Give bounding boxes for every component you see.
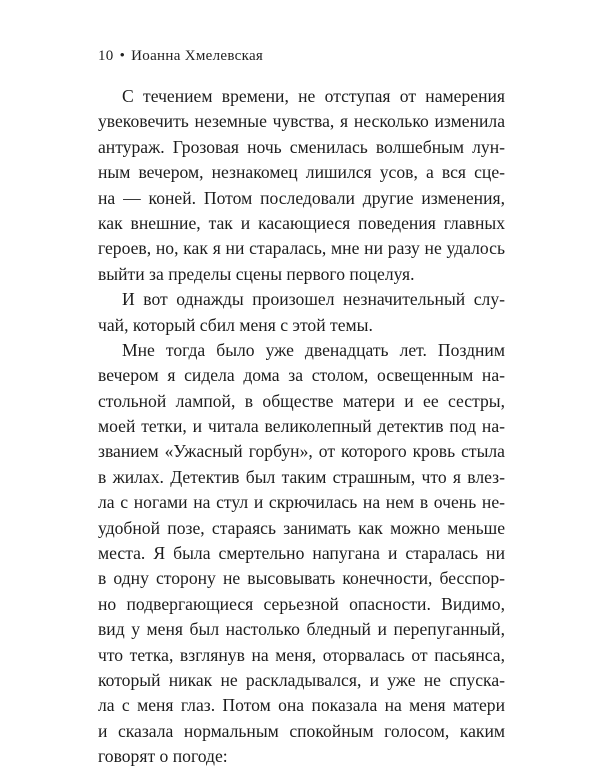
text-line: ла с ногами на стул и скрючилась на нем в очень не-: [98, 492, 505, 513]
text-line: Мне тогда было уже двенадцать лет. Поздним: [122, 339, 505, 360]
text-line: чай, который сбил меня с этой темы.: [98, 314, 373, 335]
text-line: званием «Ужасный горбун», от которого кровь стыла: [98, 441, 505, 462]
text-line: который никак не раскладывался, и уже не спуска-: [98, 669, 505, 690]
text-line: антураж. Грозовая ночь сменилась волшебным лун-: [98, 136, 505, 157]
paragraph: [98, 84, 505, 287]
text-line: на — коней. Потом последовали другие изменения,: [98, 187, 505, 208]
text-line: в одну сторону не высовывать конечности, бесспор-: [98, 568, 505, 589]
running-head: [98, 47, 263, 65]
text-line: в жилах. Детектив был таким страшным, что я влез-: [98, 466, 505, 487]
text-line: но подвергающиеся серьезной опасности. Видимо,: [98, 593, 505, 614]
text-line: выйти за пределы сцены первого поцелуя.: [98, 263, 415, 284]
text-line: ным вечером, незнакомец лишился усов, а вся сце-: [98, 162, 505, 183]
text-line: И вот однажды произошел незначительный слу-: [122, 289, 505, 310]
text-line: и сказала нормальным спокойным голосом, каким: [98, 720, 505, 741]
text-line: стольной лампой, в обществе матери и ее сестры,: [98, 390, 505, 411]
text-line: места. Я была смертельно напугана и старалась ни: [98, 543, 505, 564]
text-line: увековечить неземные чувства, я несколько изменила: [98, 111, 505, 132]
text-line: говорят о погоде:: [98, 746, 228, 767]
text-line: моей тетки, и читала великолепный детектив под на-: [98, 416, 505, 437]
text-line: вид у меня был настолько бледный и перепуганный,: [98, 619, 505, 640]
body-text: [98, 84, 505, 770]
text-line: С течением времени, не отступая от намерения: [122, 86, 505, 106]
text-line: удобной позе, стараясь занимать как можно меньше: [98, 517, 505, 538]
header-separator: •: [119, 48, 126, 64]
text-line: вечером я сидела дома за столом, освещенным на-: [98, 365, 505, 386]
paragraph: [98, 287, 505, 338]
page-number: 10: [98, 48, 114, 64]
text-line: героев, но, как я ни старалась, мне ни разу не удалось: [98, 238, 505, 259]
text-line: что тетка, взглянув на меня, оторвалась от пасьянса,: [98, 644, 505, 665]
text-line: как внешние, так и касающиеся поведения главных: [98, 212, 505, 233]
author-name: Иоанна Хмелевская: [131, 48, 264, 64]
paragraph: [98, 338, 505, 770]
text-line: ла с меня глаз. Потом она показала на меня матери: [98, 695, 505, 716]
